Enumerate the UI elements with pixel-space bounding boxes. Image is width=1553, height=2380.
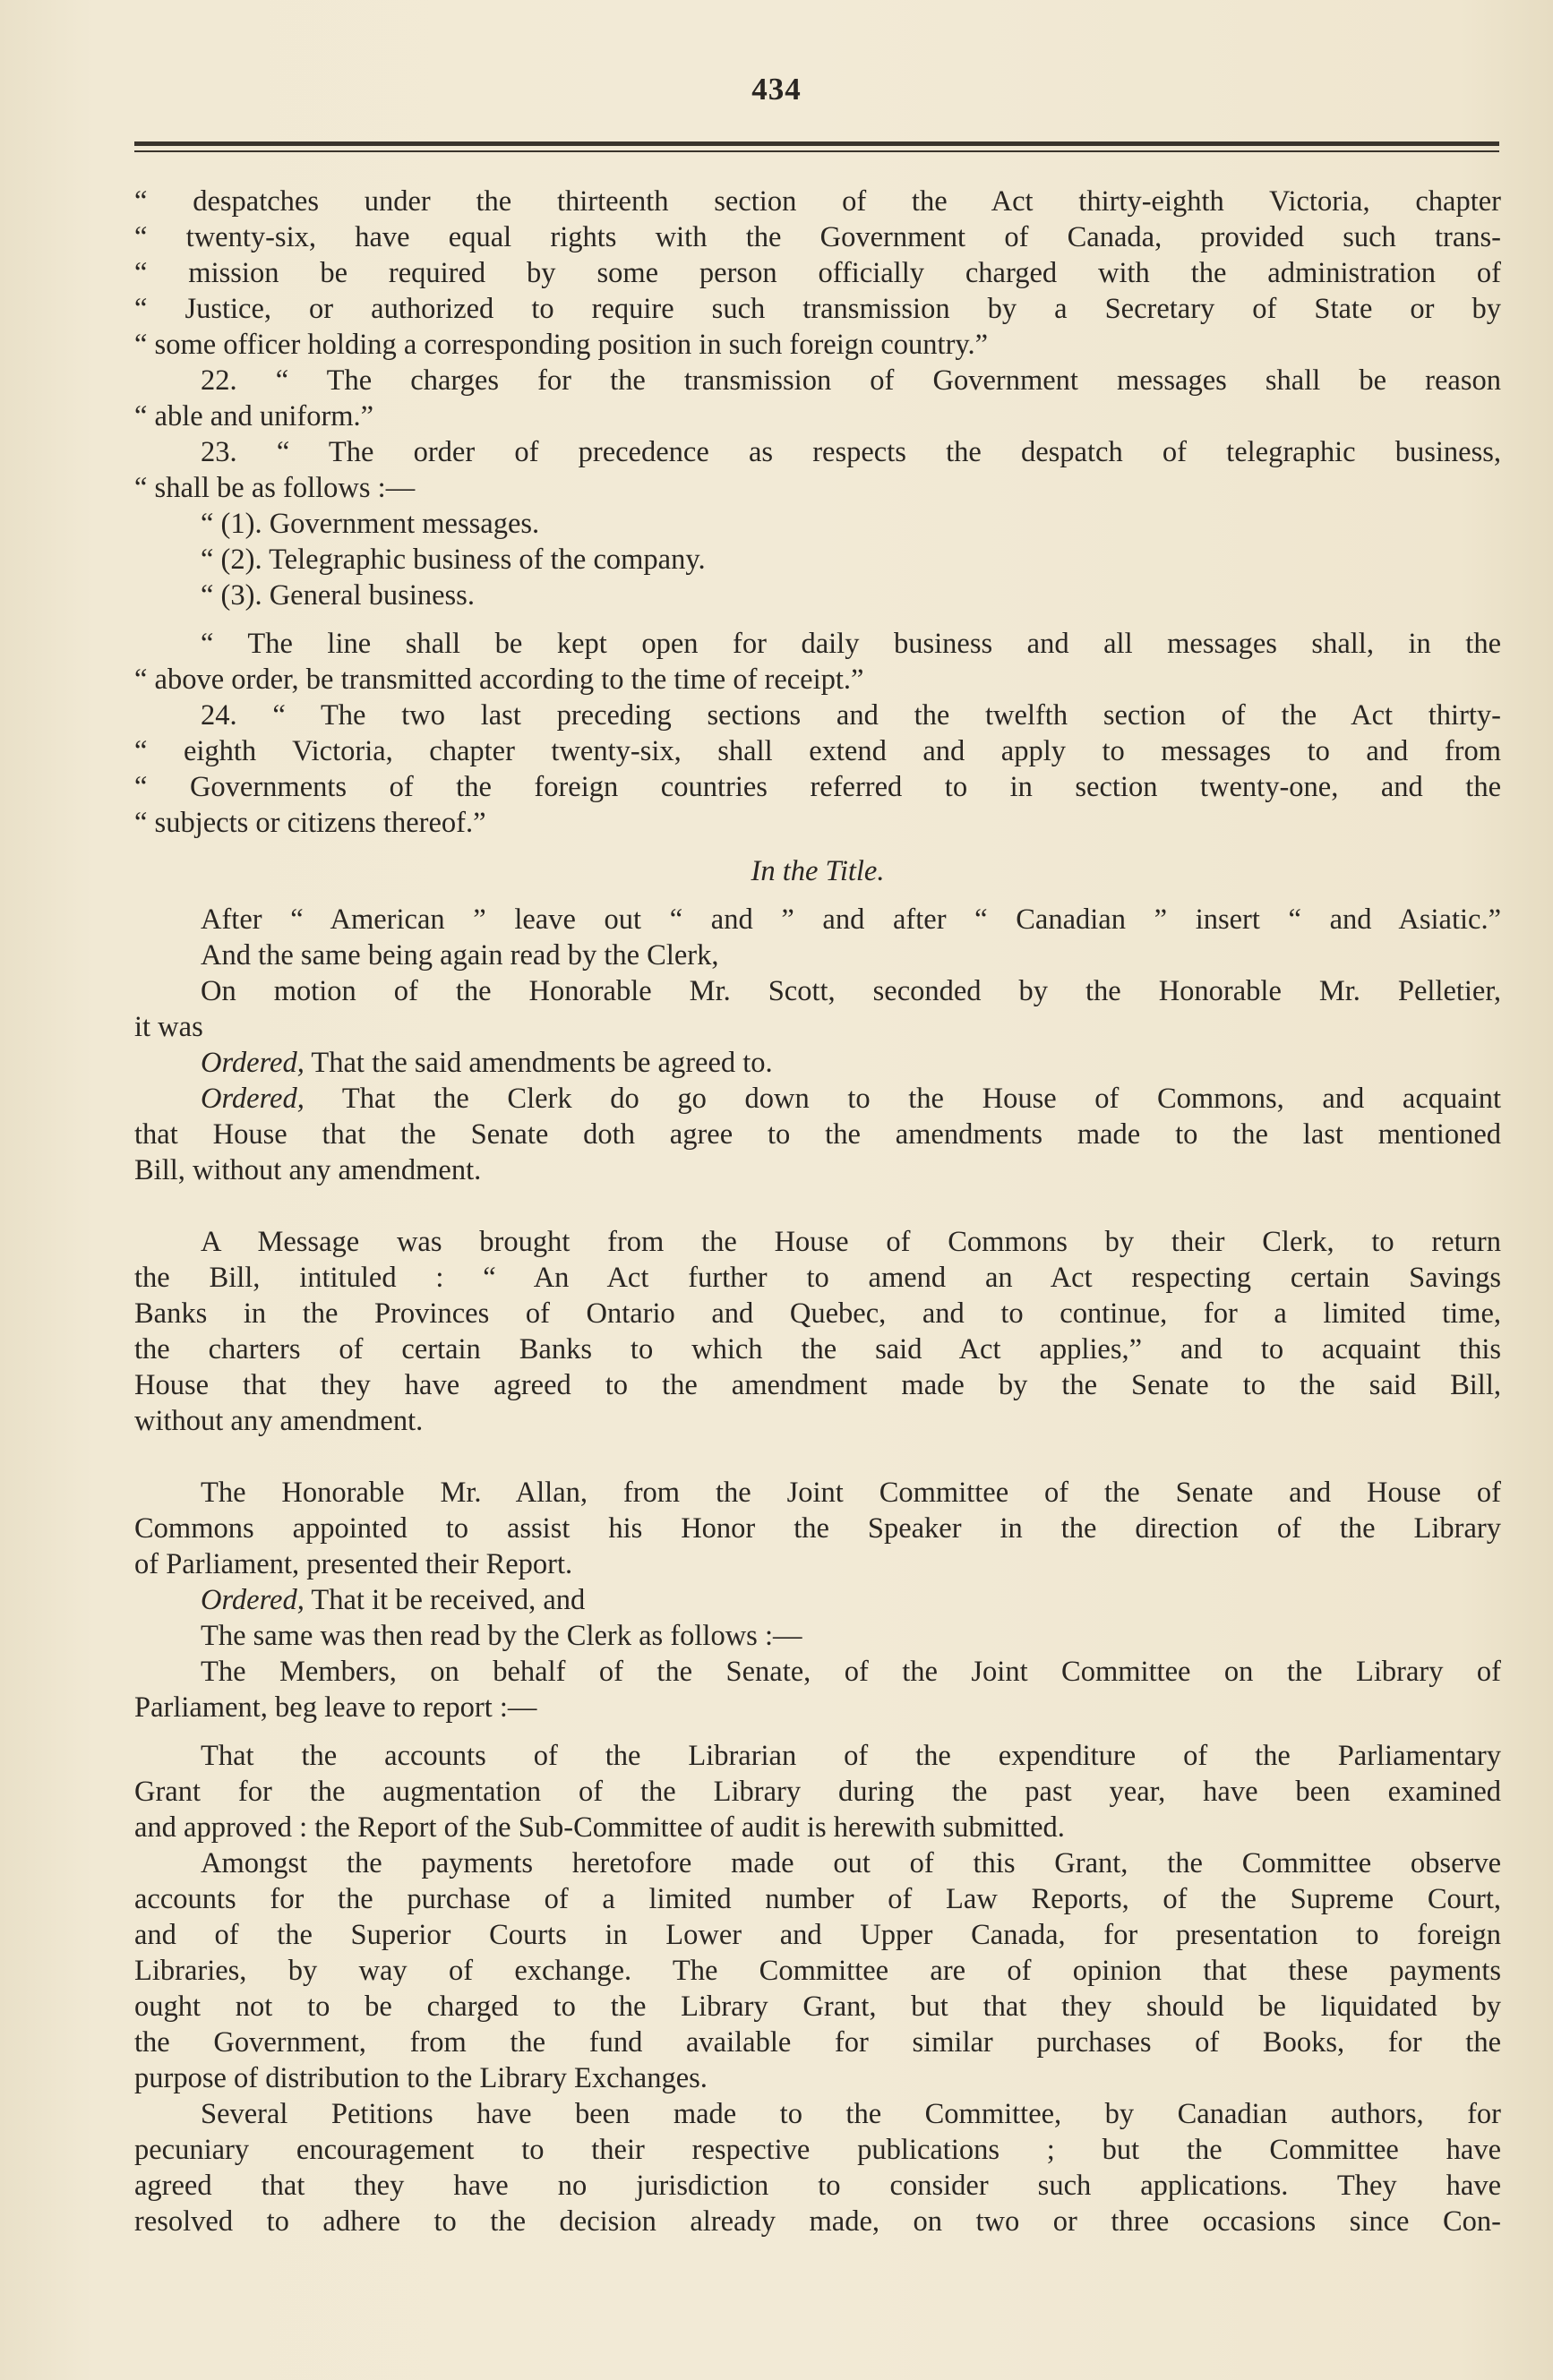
spacer [134,841,1501,853]
text-line: The same was then read by the Clerk as follows :— [201,1620,802,1652]
ordered-label: Ordered, [201,1083,305,1115]
text-line: “ The line shall be kept open for daily business and all messages shall, in the [201,628,1501,660]
text-line: without any amendment. [134,1405,424,1437]
text-line: The Honorable Mr. Allan, from the Joint Committee of the Senate and House of [201,1477,1501,1509]
text-line: Several Petitions have been made to the Committee, by Canadian authors, for [201,2098,1501,2130]
text-line: The Members, on behalf of the Senate, of the Joint Committee on the Library of [201,1656,1501,1688]
list-item: “ (3). General business. [201,579,475,612]
spacer [134,889,1501,902]
text-line: “ Justice, or authorized to require such transmission by a Secretary of State or by [134,293,1501,325]
text-line [134,1045,1501,1081]
text-line: Parliament, beg leave to report :— [134,1691,537,1724]
text-line: “ eighth Victoria, chapter twenty-six, shall extend and apply to messages to and from [134,735,1501,767]
text-line: the Bill, intituled : “ An Act further to amend an Act respecting certain Savings [134,1262,1501,1294]
text-line: and approved : the Report of the Sub-Committee of audit is herewith submitted. [134,1811,1065,1844]
text-line: agreed that they have no jurisdiction to consider such applications. They have [134,2170,1501,2202]
text-line: Grant for the augmentation of the Library during the past year, have been examined [134,1776,1501,1808]
ordered-label: Ordered, [201,1047,305,1079]
body-text [134,184,1501,2239]
text-line: accounts for the purchase of a limited number of Law Reports, of the Supreme Court, [134,1883,1501,1915]
text-line: the charters of certain Banks to which the said Act applies,” and to acquaint this [134,1333,1501,1366]
text-line: that House that the Senate doth agree to the amendments made to the last mentioned [134,1118,1501,1151]
text-line: On motion of the Honorable Mr. Scott, seconded by the Honorable Mr. Pelletier, [201,975,1501,1007]
section-heading: In the Title. [751,855,885,887]
text-line: “ shall be as follows :— [134,472,416,504]
text-line: 24. “ The two last preceding sections and the twelfth section of the Act thirty- [201,699,1501,732]
text-line: Libraries, by way of exchange. The Committee are of opinion that these payments [134,1955,1501,1987]
text-line: “ Governments of the foreign countries referred to in section twenty-one, and the [134,771,1501,803]
ordered-text: That it be received, and [304,1584,586,1616]
list-item: “ (1). Government messages. [201,508,540,540]
text-line: “ subjects or citizens thereof.” [134,807,486,839]
text-line: “ twenty-six, have equal rights with the Government of Canada, provided such trans- [134,221,1501,253]
text-line: 22. “ The charges for the transmission of Government messages shall be reason [201,364,1501,397]
spacer [134,1439,1501,1475]
text-line: ought not to be charged to the Library Grant, but that they should be liquidated by [134,1990,1501,2023]
ordered-text: That the Clerk do go down to the House of Commons, and acquaint [304,1083,1501,1115]
text-line: Bill, without any amendment. [134,1154,482,1186]
text-line [134,1081,1501,1117]
text-line: Commons appointed to assist his Honor the Speaker in the direction of the Library [134,1512,1501,1545]
text-line: “ above order, be transmitted according to the time of receipt.” [134,663,864,696]
text-line: purpose of distribution to the Library Exchanges. [134,2062,708,2094]
text-line [134,1582,1501,1618]
text-line: 23. “ The order of precedence as respects the despatch of telegraphic business, [201,436,1501,468]
header-rule [134,141,1499,152]
text-line: After “ American ” leave out “ and ” and after “ Canadian ” insert “ and Asiatic.” [201,903,1501,936]
ordered-text: That the said amendments be agreed to. [304,1047,773,1079]
text-line: “ able and uniform.” [134,400,374,432]
spacer [134,1188,1501,1224]
text-line: And the same being again read by the Clerk, [201,939,719,972]
text-line: That the accounts of the Librarian of the expenditure of the Parliamentary [201,1740,1501,1772]
text-line: pecuniary encouragement to their respective publications ; but the Committee have [134,2134,1501,2166]
text-line: of Parliament, presented their Report. [134,1548,573,1580]
text-line: it was [134,1011,203,1043]
text-line: Amongst the payments heretofore made out of this Grant, the Committee observe [201,1847,1501,1879]
ordered-label: Ordered, [201,1584,305,1616]
text-line: Banks in the Provinces of Ontario and Quebec, and to continue, for a limited time, [134,1297,1501,1330]
text-line: A Message was brought from the House of Commons by their Clerk, to return [201,1226,1501,1258]
text-line: “ mission be required by some person officially charged with the administration of [134,257,1501,289]
spacer [134,1725,1501,1738]
spacer [134,613,1501,626]
page-number: 434 [751,72,802,107]
text-line: and of the Superior Courts in Lower and Upper Canada, for presentation to foreign [134,1919,1501,1951]
text-line: House that they have agreed to the amendment made by the Senate to the said Bill, [134,1369,1501,1401]
text-line: “ despatches under the thirteenth section of the Act thirty-eighth Victoria, chapter [134,185,1501,218]
text-line: “ some officer holding a corresponding position in such foreign country.” [134,329,989,361]
list-item: “ (2). Telegraphic business of the company. [201,544,706,576]
text-line: the Government, from the fund available for similar purchases of Books, for the [134,2026,1501,2059]
text-line: resolved to adhere to the decision already made, on two or three occasions since Con- [134,2205,1501,2238]
